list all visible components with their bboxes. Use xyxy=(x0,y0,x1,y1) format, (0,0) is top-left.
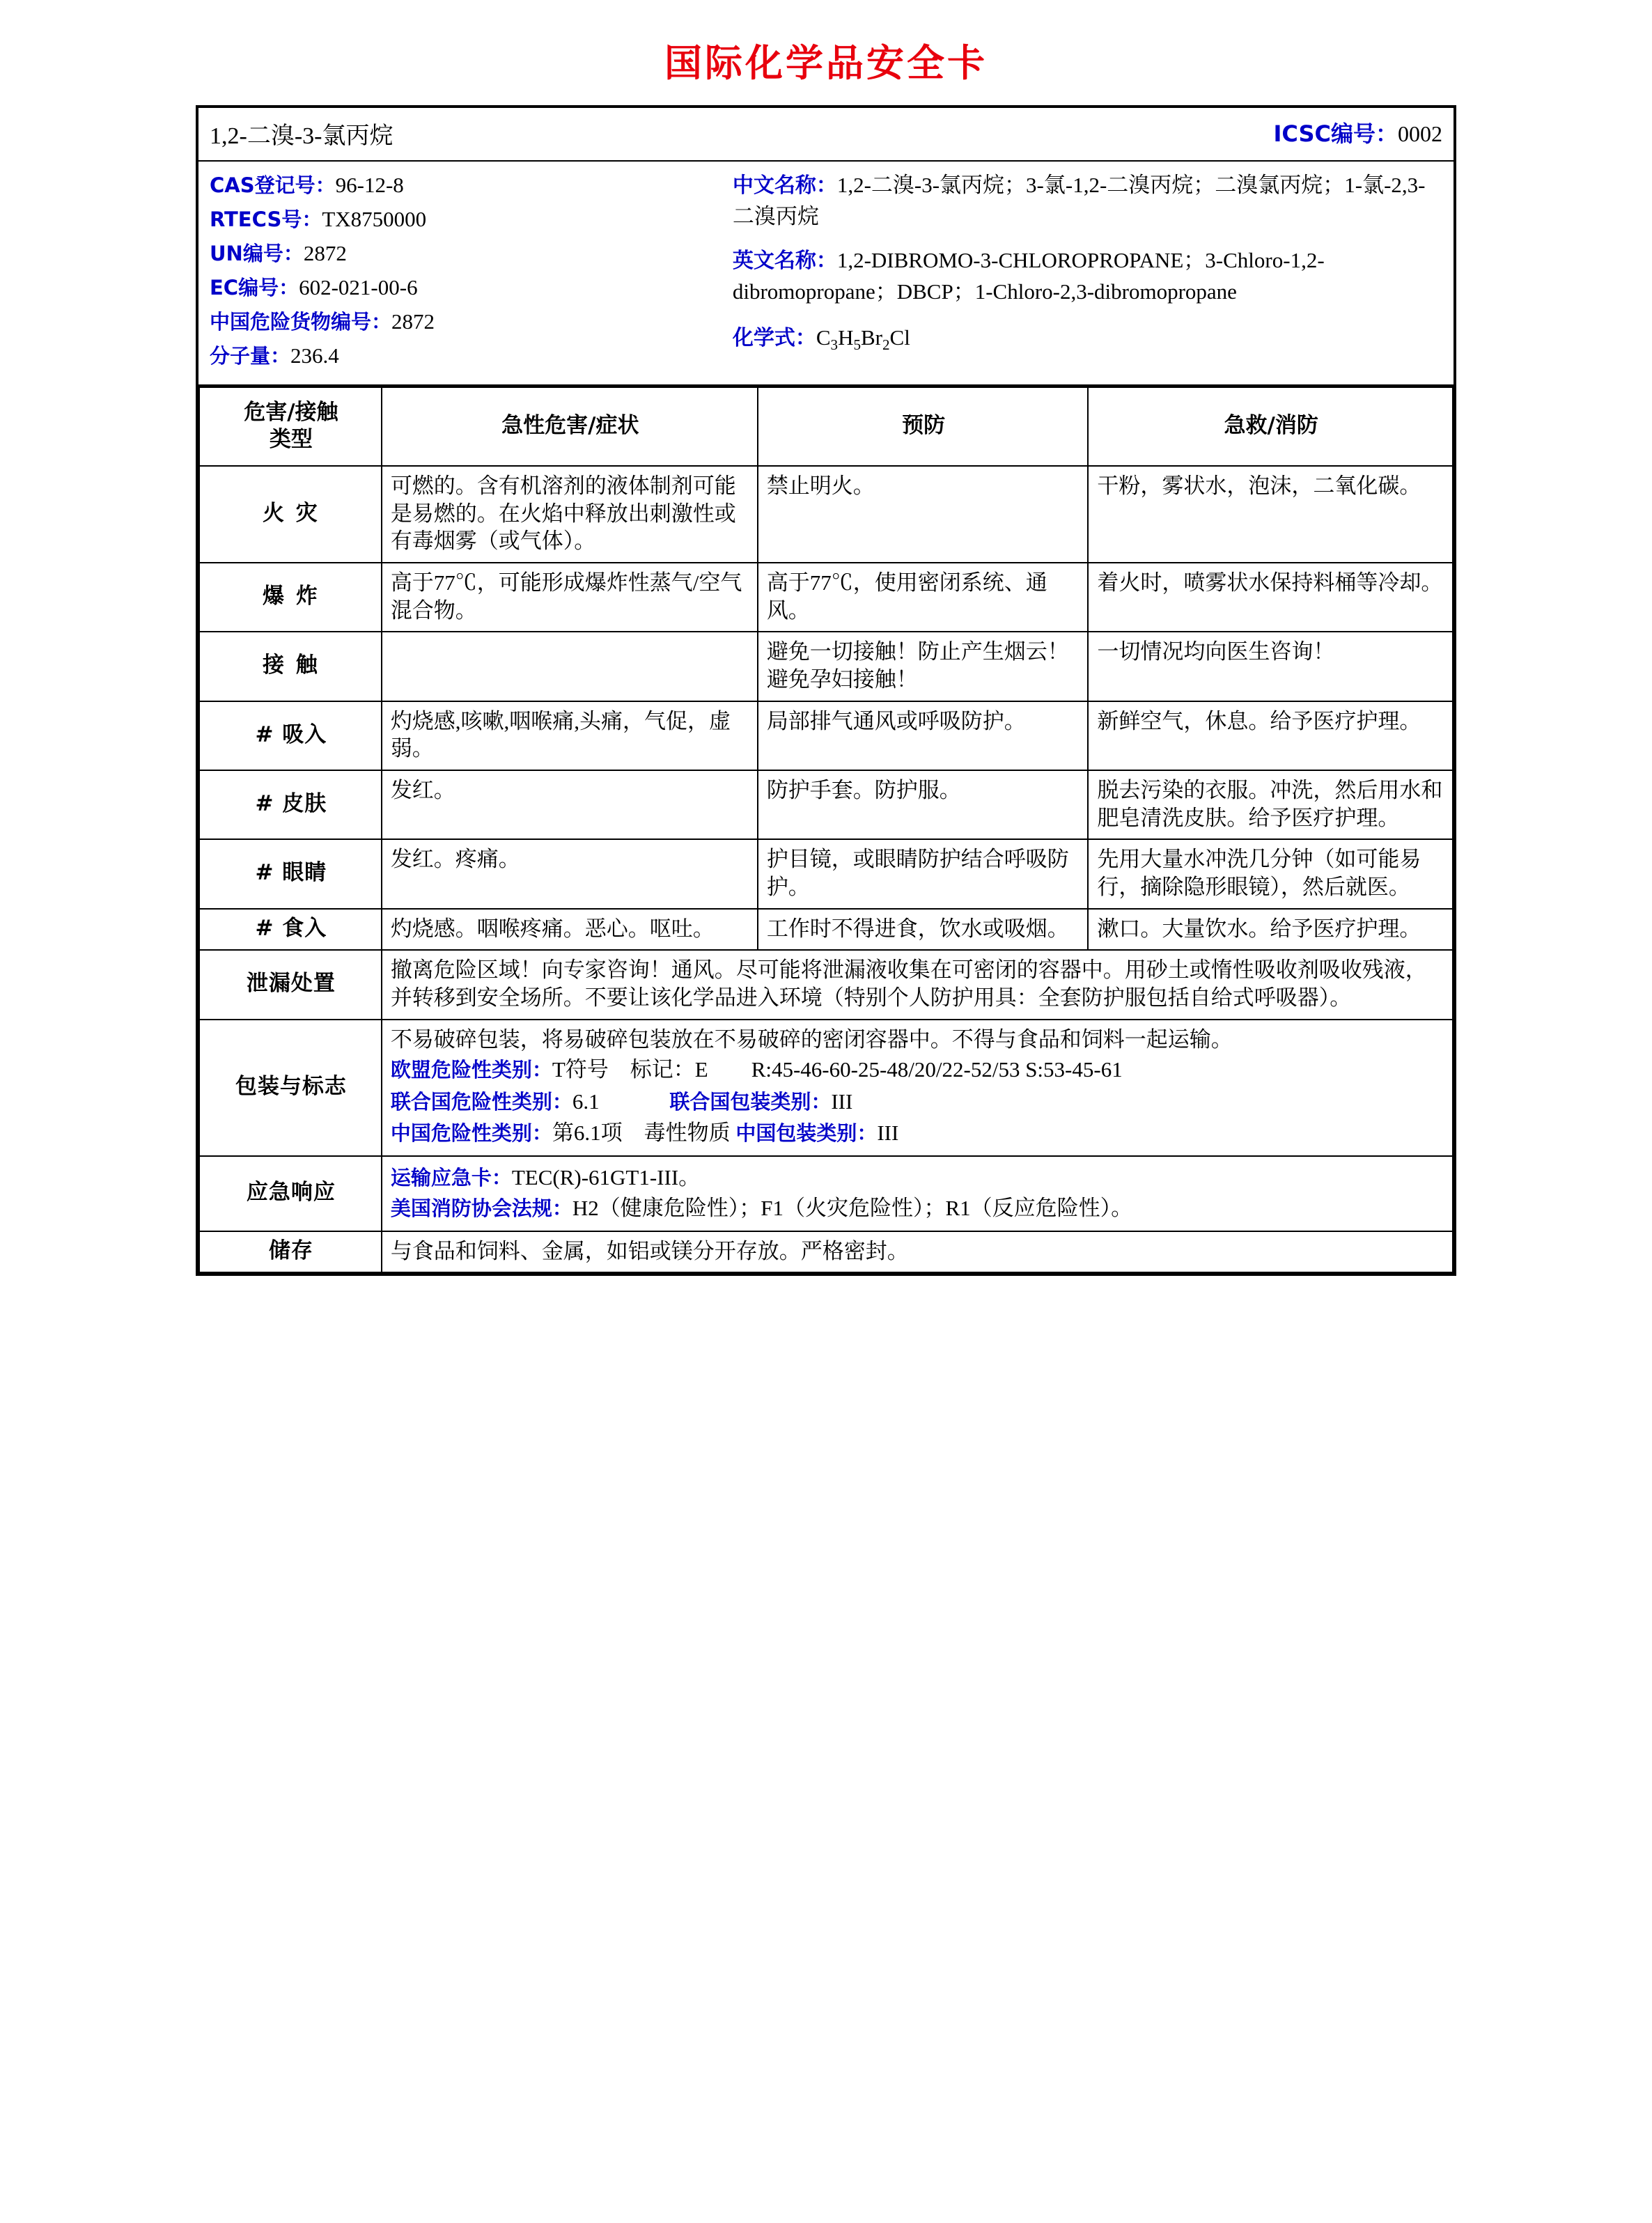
un-pack-group-value: III xyxy=(831,1089,853,1114)
identification-left xyxy=(198,162,726,384)
table-row-packaging xyxy=(199,1020,1453,1156)
cell-ingestion-prevention: 工作时不得进食，饮水或吸烟。 xyxy=(758,909,1089,951)
row-label-storage: 储存 xyxy=(199,1231,382,1273)
packaging-intro: 不易破碎包装，将易破碎包装放在不易破碎的密闭容器中。不得与食品和饲料一起运输。 xyxy=(390,1027,1233,1052)
ec-value: 602-021-00-6 xyxy=(299,274,418,299)
chemical-name: 1,2-二溴-3-氯丙烷 xyxy=(210,123,393,149)
table-row xyxy=(199,632,1453,701)
formula-value: $C_3H_5Br_2Cl$ xyxy=(816,325,910,353)
cn-dg-label: 中国危险货物编号： xyxy=(210,309,392,334)
eu-hazard-value: T符号 标记：E R:45-46-60-25-48/20/22-52/53 S:53-45-61 xyxy=(552,1057,1123,1082)
table-row-storage xyxy=(199,1231,1453,1273)
cell-inhalation-prevention: 局部排气通风或呼吸防护。 xyxy=(758,701,1089,770)
packaging-un xyxy=(391,1086,1445,1116)
chinese-names xyxy=(733,170,1442,233)
cn-pack-group-label: 中国包装类别： xyxy=(735,1121,878,1146)
row-label-fire: 火 灾 xyxy=(199,466,382,563)
chemical-formula xyxy=(733,320,1442,354)
row-label-skin: # 皮肤 xyxy=(199,770,382,839)
row-label-exposure: 接 触 xyxy=(199,632,382,701)
rtecs-label: RTECS号： xyxy=(210,207,322,231)
header-symptoms: 急性危害/症状 xyxy=(382,387,758,466)
safety-card xyxy=(196,105,1456,1276)
row-label-eyes: # 眼睛 xyxy=(199,839,382,908)
transport-card-label: 运输应急卡： xyxy=(390,1165,512,1190)
english-names xyxy=(733,245,1442,308)
page-title: 国际化学品安全卡 xyxy=(664,41,988,85)
header-firstaid: 急救/消防 xyxy=(1088,387,1453,466)
row-label-packaging: 包装与标志 xyxy=(199,1020,382,1156)
row-label-inhalation: # 吸入 xyxy=(199,701,382,770)
id-row-cas xyxy=(210,170,719,201)
ec-label: EC编号： xyxy=(210,275,299,299)
cas-label: CAS登记号： xyxy=(210,173,336,197)
nfpa-value: H2（健康危险性）；F1（火灾危险性）；R1（反应危险性）。 xyxy=(572,1195,1133,1220)
cn-dg-value: 2872 xyxy=(391,309,435,334)
header-prevention: 预防 xyxy=(758,387,1089,466)
header-hazard-type-line2: 类型 xyxy=(269,427,313,453)
cell-exposure-symptoms xyxy=(382,632,758,701)
cell-packaging xyxy=(382,1020,1453,1156)
cas-value: 96-12-8 xyxy=(335,173,404,197)
cell-storage-text: 与食品和饲料、金属，如铝或镁分开存放。严格密封。 xyxy=(382,1231,1453,1273)
packaging-eu xyxy=(391,1054,1445,1084)
table-row xyxy=(199,563,1453,632)
header-hazard-type-line1: 危害/接触 xyxy=(244,399,338,425)
cn-hazard-class-value: 第6.1项 毒性物质 xyxy=(552,1121,731,1146)
cn-pack-group-value: III xyxy=(877,1121,899,1146)
table-row-spill xyxy=(199,950,1453,1019)
mw-value: 236.4 xyxy=(290,343,339,368)
emergency-transport xyxy=(391,1162,1445,1193)
cell-explosion-prevention: 高于77℃，使用密闭系统、通风。 xyxy=(758,563,1089,632)
transport-card-value: TEC(R)-61GT1-III。 xyxy=(511,1164,701,1190)
chinese-names-label: 中文名称： xyxy=(732,173,837,198)
id-row-ec xyxy=(210,272,719,304)
icsc-label: ICSC编号： xyxy=(1273,120,1398,147)
table-row xyxy=(199,466,1453,563)
english-names-label: 英文名称： xyxy=(732,248,837,273)
cn-hazard-class-label: 中国危险性类别： xyxy=(390,1121,552,1146)
chinese-names-value: 1,2-二溴-3-氯丙烷；3-氯-1,2-二溴丙烷；二溴氯丙烷；1-氯-2,3-二溴丙烷 xyxy=(732,173,1426,228)
cell-ingestion-symptoms: 灼烧感。咽喉疼痛。恶心。呕吐。 xyxy=(382,909,758,951)
id-row-rtecs xyxy=(210,204,719,235)
id-row-un xyxy=(210,238,719,270)
formula-label: 化学式： xyxy=(732,325,816,350)
table-row xyxy=(199,770,1453,839)
cell-skin-firstaid: 脱去污染的衣服。冲洗，然后用水和肥皂清洗皮肤。给予医疗护理。 xyxy=(1088,770,1453,839)
cell-skin-prevention: 防护手套。防护服。 xyxy=(758,770,1089,839)
cell-eyes-symptoms: 发红。疼痛。 xyxy=(382,839,758,908)
eu-hazard-label: 欧盟危险性类别： xyxy=(390,1058,552,1082)
cell-spill-text: 撤离危险区域！向专家咨询！通风。尽可能将泄漏液收集在可密闭的容器中。用砂土或惰性吸收剂吸收残液，并转移到安全场所。不要让该化学品进入环境（特别个人防护用具：全套防护服包括自给式呼吸器）。 xyxy=(382,950,1453,1019)
un-value: 2872 xyxy=(303,240,347,265)
row-label-emergency: 应急响应 xyxy=(199,1156,382,1231)
cell-eyes-firstaid: 先用大量水冲洗几分钟（如可能易行，摘除隐形眼镜），然后就医。 xyxy=(1088,839,1453,908)
row-label-ingestion: # 食入 xyxy=(199,909,382,951)
cell-exposure-firstaid: 一切情况均向医生咨询！ xyxy=(1088,632,1453,701)
header-hazard-type xyxy=(199,387,382,466)
cell-ingestion-firstaid: 漱口。大量饮水。给予医疗护理。 xyxy=(1088,909,1453,951)
cell-eyes-prevention: 护目镜，或眼睛防护结合呼吸防护。 xyxy=(758,839,1089,908)
un-pack-group-label: 联合国包装类别： xyxy=(669,1089,832,1114)
cell-emergency xyxy=(382,1156,1453,1231)
id-row-molecular-weight xyxy=(210,341,719,372)
cell-fire-prevention: 禁止明火。 xyxy=(758,466,1089,563)
cell-inhalation-symptoms: 灼烧感,咳嗽,咽喉痛,头痛，气促，虚弱。 xyxy=(382,701,758,770)
icsc-number-group xyxy=(1273,116,1442,148)
un-label: UN编号： xyxy=(210,241,304,265)
card-header xyxy=(198,108,1454,162)
emergency-nfpa xyxy=(391,1193,1445,1224)
mw-label: 分子量： xyxy=(210,343,291,368)
cell-explosion-symptoms: 高于77℃，可能形成爆炸性蒸气/空气混合物。 xyxy=(382,563,758,632)
table-header-row xyxy=(199,387,1453,466)
table-row-emergency xyxy=(199,1156,1453,1231)
id-row-cn-dangerous-goods xyxy=(210,306,719,338)
un-hazard-class-label: 联合国危险性类别： xyxy=(390,1089,572,1114)
table-row xyxy=(199,909,1453,951)
cell-exposure-prevention: 避免一切接触！防止产生烟云！避免孕妇接触！ xyxy=(758,632,1089,701)
table-row xyxy=(199,839,1453,908)
hazards-table xyxy=(198,387,1454,1274)
un-hazard-class-value: 6.1 xyxy=(572,1089,600,1114)
english-names-value: 1,2-DIBROMO-3-CHLOROPROPANE；3-Chloro-1,2-dibromopropane；DBCP；1-Chloro-2,3-dibromopropane xyxy=(732,247,1325,304)
cell-fire-symptoms: 可燃的。含有机溶剂的液体制剂可能是易燃的。在火焰中释放出刺激性或有毒烟雾（或气体）。 xyxy=(382,466,758,563)
icsc-value: 0002 xyxy=(1398,121,1442,146)
packaging-cn xyxy=(391,1118,1445,1148)
table-row xyxy=(199,701,1453,770)
cell-explosion-firstaid: 着火时，喷雾状水保持料桶等冷却。 xyxy=(1088,563,1453,632)
cell-fire-firstaid: 干粉，雾状水，泡沫，二氧化碳。 xyxy=(1088,466,1453,563)
row-label-spill: 泄漏处置 xyxy=(199,950,382,1019)
identification-right xyxy=(726,162,1454,384)
row-label-explosion: 爆 炸 xyxy=(199,563,382,632)
nfpa-label: 美国消防协会法规： xyxy=(390,1196,572,1220)
cell-skin-symptoms: 发红。 xyxy=(382,770,758,839)
identification-block xyxy=(198,162,1454,387)
cell-inhalation-firstaid: 新鲜空气，休息。给予医疗护理。 xyxy=(1088,701,1453,770)
rtecs-value: TX8750000 xyxy=(322,206,427,231)
